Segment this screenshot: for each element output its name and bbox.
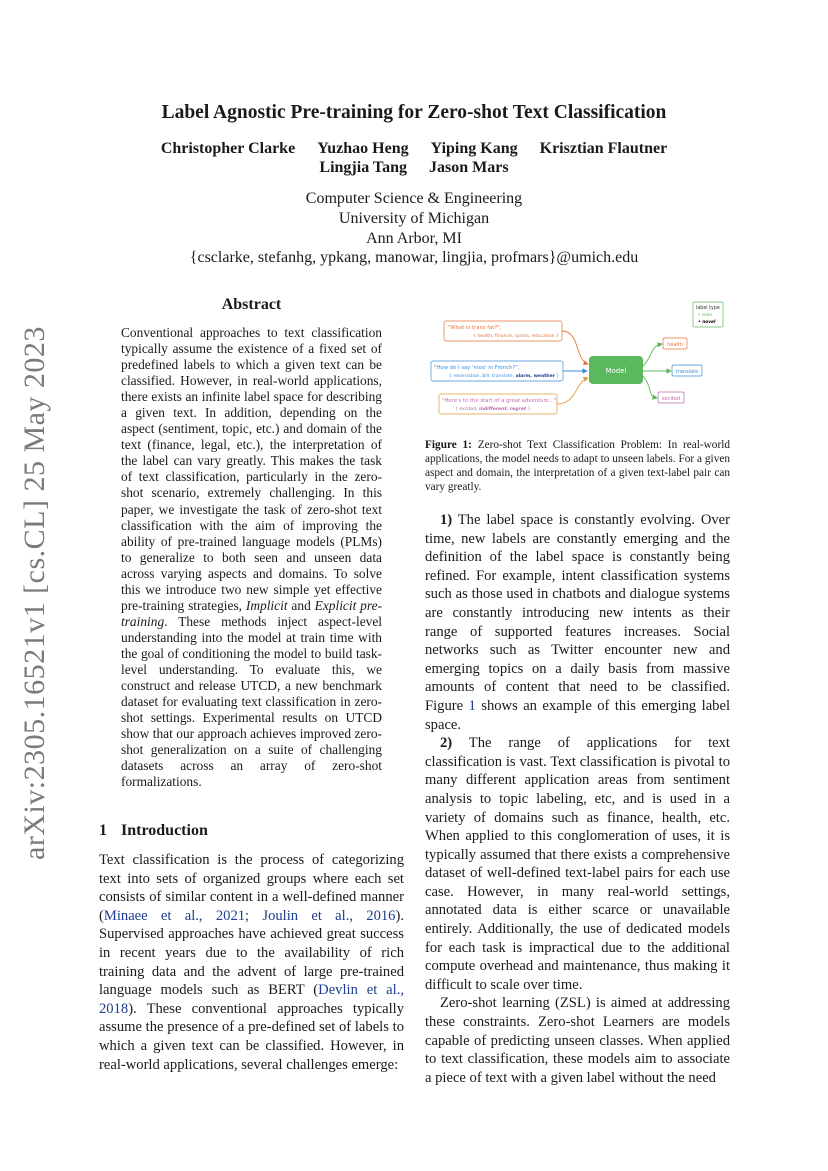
section-heading-introduction	[99, 822, 208, 840]
input-text: "Here's to the start of a great adventure...",	[442, 398, 558, 404]
output-arrow	[643, 344, 662, 366]
input-labels: { reservation, bill, translate, alarm, weather }	[449, 374, 560, 379]
author-list-line-2	[0, 159, 828, 177]
output-label-health	[663, 338, 687, 349]
intro-text: ). Supervised approaches have achieved great success in recent years due to the availability of rich training data and the advent of large pre-trained language models such as BERT (	[99, 907, 404, 999]
section-title: Introduction	[121, 822, 208, 839]
author-name: Christopher Clarke	[160, 140, 296, 157]
legend-seen: • seen	[698, 313, 713, 318]
figure-1-diagram	[425, 296, 730, 426]
flow-arrow	[557, 378, 588, 404]
affiliation-location: Ann Arbor, MI	[366, 230, 462, 247]
abstract-text: Conventional approaches to text classification typically assume the existence of a fixed set of predefined labels to which a given text can be classified. However, in real-world applications, there exists an infinite label space for describing a given text. In addition, depending on the aspect (sentiment, topic, etc.) and domain of the text (finance, legal, etc.), the interpretation of the label can vary greatly. This makes the task of text classification, particularly in the zero-shot scenario, extremely challenging. In this paper, we investigate the task of zero-shot text classification with the aim of improving the ability of pre-trained language models (PLMs) to generalize to both seen and unseen data across varying aspects and domains. To solve this we introduce two new simple yet effective pre-training strategies,	[121, 325, 382, 613]
author-name: Krisztian Flautner	[539, 140, 668, 157]
input-labels: { health, finance, sports, education }	[473, 334, 559, 339]
citation-link[interactable]: Devlin et al., 2018	[99, 982, 404, 1017]
paragraph-text: The range of applications for text classification is vast. Text classification is pivotal to many different application areas from sentiment analysis to topic labeling, etc, and is used in a variety of domains such as finance, health, etc. When applied to this conglomeration of uses, it is typically assumed that there exists a comprehensive dataset of well-defined text-label pairs for each use case. However, in many real-world settings, annotated data is either scarce or unavailable entirely. Additionally, the use of dedicated models for each task is impractical due to the additional compute overhead and maintenance, thus making it difficult to scale over time.	[425, 735, 730, 993]
intro-text: Text classification is the process of categorizing text into sets of organized groups where each set consists of similar content in a well-defined manner (	[99, 852, 404, 924]
affiliation-university: University of Michigan	[338, 210, 490, 227]
caption-text: Zero-shot Text Classification Problem: In real-world applications, the model needs to adapt to unseen labels. For a given aspect and domain, the interpretation of a given text-label pair can vary greatly.	[425, 439, 731, 493]
input-text: "How do I say 'moo' in French?",	[434, 365, 520, 371]
intro-text: ). These conventional approaches typically assume the presence of a pre-defined set of labels to which a given text can be classified. However, in real-world applications, several challenges emerge:	[99, 1000, 404, 1073]
abstract-explicit-term: Explicit pre-training	[121, 597, 382, 629]
figure-1-caption	[425, 438, 730, 494]
svg-text:translate: translate	[675, 369, 699, 375]
right-column-body	[425, 511, 730, 1087]
right-paragraph-1	[425, 511, 730, 734]
output-label-translate	[672, 365, 702, 376]
input-example-1	[444, 321, 562, 341]
abstract-body	[121, 325, 382, 790]
paragraph-text: shows an example of this emerging label space.	[425, 697, 730, 733]
flow-arrow	[562, 331, 588, 364]
author-name: Yuzhao Heng	[317, 140, 409, 157]
input-example-3	[439, 394, 558, 414]
output-label-excited	[658, 392, 684, 403]
author-name: Lingjia Tang	[319, 159, 408, 176]
right-paragraph-3: Zero-shot learning (ZSL) is aimed at addressing these constraints. Zero-shot Learners are models capable of predicting unseen classes. When applied to text classification, these models aim to associate a piece of text with a given label without the need	[425, 995, 730, 1086]
figure-legend	[693, 302, 723, 327]
input-text: "What is trans fat?",	[448, 325, 502, 331]
paragraph-text: The label space is constantly evolving. Over time, new labels are constantly emerging and the definition of the label space is constantly being refined. For example, intent classification systems such as those used in chatbots and dialogue systems are constantly introducing new intents as their range of supported features increases. Social networks such as Twitter encounter new and emerging topics on a daily basis from massive amounts of content that need to be classified. Figure	[425, 512, 730, 714]
input-labels: { excited, indifferent, regret }	[455, 407, 531, 412]
citation-link[interactable]: Minaee et al., 2021; Joulin et al., 2016	[103, 907, 396, 924]
intro-paragraph-1	[99, 851, 404, 1074]
legend-novel: • novel	[698, 320, 716, 325]
svg-text:excited: excited	[661, 396, 681, 402]
author-name: Yiping Kang	[430, 140, 518, 157]
paragraph-lead: 2)	[440, 735, 453, 752]
paper-title: Label Agnostic Pre-training for Zero-shot Text Classification	[161, 102, 667, 123]
affiliation-department: Computer Science & Engineering	[305, 190, 523, 207]
right-paragraph-2	[425, 734, 730, 994]
abstract-and: and	[287, 597, 315, 613]
abstract-text-2: . These methods inject aspect-level understanding into the model at train time with the goal of conditioning the model to build task-level understanding. To evaluate this, we construct and release UTCD, a new benchmark dataset for evaluating text classification in zero-shot settings. Experimental results on UTCD show that our approach achieves improved zero-shot generalization on a suite of challenging datasets across an array of zero-shot formalizations.	[121, 613, 382, 790]
input-example-2	[431, 361, 563, 381]
abstract-implicit-term: Implicit	[245, 597, 288, 613]
author-list-line-1	[0, 140, 828, 158]
author-name: Jason Mars	[429, 159, 509, 176]
abstract-heading: Abstract	[221, 296, 282, 313]
model-box	[589, 356, 643, 384]
arxiv-identifier-stamp: arXiv:2305.16521v1 [cs.CL] 25 May 2023	[18, 326, 51, 860]
section-number: 1	[99, 822, 107, 839]
author-emails: {csclarke, stefanhg, ypkang, manowar, lingjia, profmars}@umich.edu	[189, 249, 639, 266]
output-arrow	[643, 376, 657, 398]
svg-text:health: health	[667, 342, 683, 348]
model-label: Model	[605, 367, 627, 375]
caption-label: Figure 1:	[425, 439, 472, 451]
legend-title: label type	[696, 306, 720, 311]
paragraph-lead: 1)	[440, 512, 453, 528]
figure-reference-link[interactable]: 1	[468, 697, 476, 714]
